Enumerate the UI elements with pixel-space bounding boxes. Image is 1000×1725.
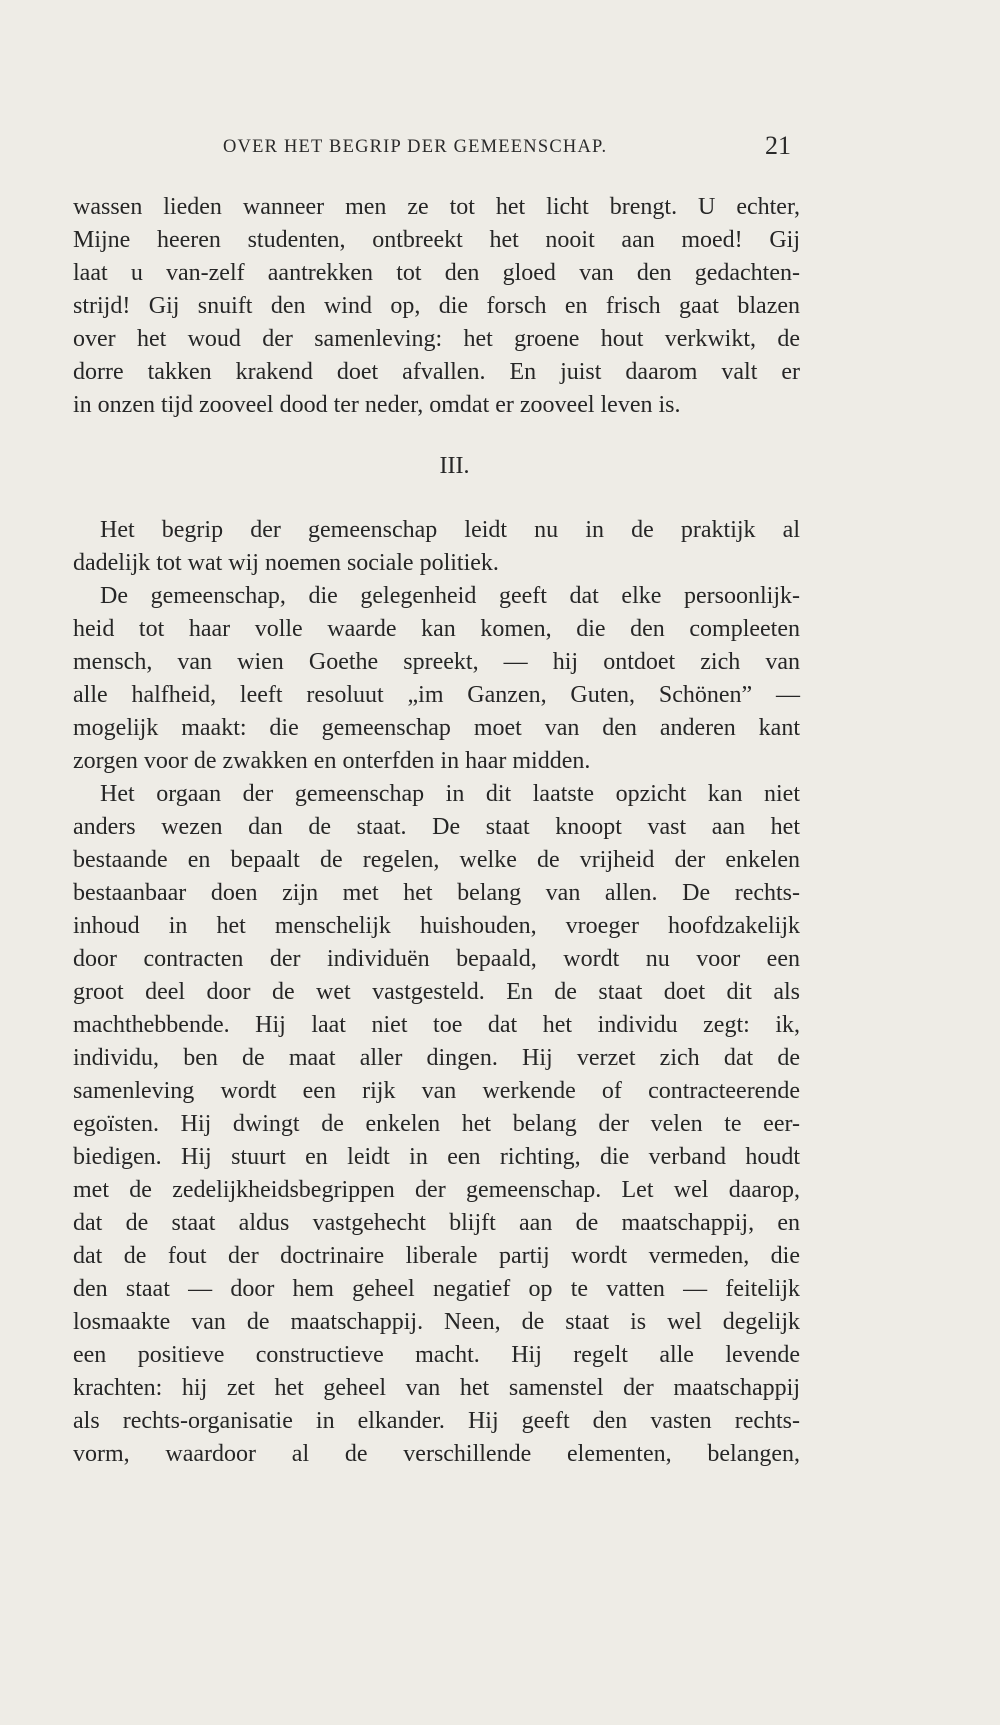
text-line: als rechts-organisatie in elkander. Hij geeft den vasten rechts- xyxy=(73,1408,800,1434)
text-line: mogelijk maakt: die gemeenschap moet van den anderen kant xyxy=(73,715,800,741)
text-line: egoïsten. Hij dwingt de enkelen het belang der velen te eer- xyxy=(73,1111,800,1137)
section-heading-label: III. xyxy=(439,453,470,479)
text-line: Het begrip der gemeenschap leidt nu in de praktijk al xyxy=(100,517,800,543)
text-line: vorm, waardoor al de verschillende elementen, belangen, xyxy=(73,1441,800,1467)
text-line: strijd! Gij snuift den wind op, die forsch en frisch gaat blazen xyxy=(73,293,800,319)
text-line: machthebbende. Hij laat niet toe dat het individu zegt: ik, xyxy=(73,1012,800,1038)
text-line: groot deel door de wet vastgesteld. En de staat doet dit als xyxy=(73,979,800,1005)
text-line: biedigen. Hij stuurt en leidt in een richting, die verband houdt xyxy=(73,1144,800,1170)
text-line: anders wezen dan de staat. De staat knoopt vast aan het xyxy=(73,814,800,840)
text-line: den staat — door hem geheel negatief op te vatten — feitelijk xyxy=(73,1276,800,1302)
paragraph xyxy=(73,778,800,1471)
text-line: over het woud der samenleving: het groene hout verkwikt, de xyxy=(73,326,800,352)
text-line: bestaande en bepaalt de regelen, welke de vrijheid der enkelen xyxy=(73,847,800,873)
text-line: dat de staat aldus vastgehecht blijft aan de maatschappij, en xyxy=(73,1210,800,1236)
text-line: individu, ben de maat aller dingen. Hij verzet zich dat de xyxy=(73,1045,800,1071)
text-line: alle halfheid, leeft resoluut „im Ganzen, Guten, Schönen” — xyxy=(73,682,800,708)
text-line: dat de fout der doctrinaire liberale partij wordt vermeden, die xyxy=(73,1243,800,1269)
page-number: 21 xyxy=(765,131,791,160)
running-title: OVER HET BEGRIP DER GEMEENSCHAP. xyxy=(223,137,608,157)
text-line: mensch, van wien Goethe spreekt, — hij ontdoet zich van xyxy=(73,649,800,675)
text-line: Mijne heeren studenten, ontbreekt het nooit aan moed! Gij xyxy=(73,227,800,253)
text-line: in onzen tijd zooveel dood ter neder, omdat er zooveel leven is. xyxy=(73,392,681,418)
text-line: laat u van-zelf aantrekken tot den gloed van den gedachten- xyxy=(73,260,800,286)
text-line: door contracten der individuën bepaald, wordt nu voor een xyxy=(73,946,800,972)
text-line: bestaanbaar doen zijn met het belang van allen. De rechts- xyxy=(73,880,800,906)
text-line: met de zedelijkheidsbegrippen der gemeenschap. Let wel daarop, xyxy=(73,1177,800,1203)
text-line: samenleving wordt een rijk van werkende of contracteerende xyxy=(73,1078,800,1104)
continuation-paragraph xyxy=(73,191,800,422)
text-line: De gemeenschap, die gelegenheid geeft dat elke persoonlijk- xyxy=(100,583,800,609)
text-line: dorre takken krakend doet afvallen. En juist daarom valt er xyxy=(73,359,800,385)
text-line: een positieve constructieve macht. Hij regelt alle levende xyxy=(73,1342,800,1368)
text-line: heid tot haar volle waarde kan komen, die den compleeten xyxy=(73,616,800,642)
text-line: inhoud in het menschelijk huishouden, vroeger hoofdzakelijk xyxy=(73,913,800,939)
text-line: Het orgaan der gemeenschap in dit laatste opzicht kan niet xyxy=(100,781,800,807)
text-line: krachten: hij zet het geheel van het samenstel der maatschappij xyxy=(73,1375,800,1401)
text-line: dadelijk tot wat wij noemen sociale politiek. xyxy=(73,550,499,576)
text-line: zorgen voor de zwakken en onterfden in haar midden. xyxy=(73,748,591,774)
paragraph xyxy=(73,580,800,778)
body-text xyxy=(73,191,800,1471)
section-heading xyxy=(73,450,800,483)
paragraph xyxy=(73,514,800,580)
text-line: losmaakte van de maatschappij. Neen, de staat is wel degelijk xyxy=(73,1309,800,1335)
text-line: wassen lieden wanneer men ze tot het licht brengt. U echter, xyxy=(73,194,800,220)
